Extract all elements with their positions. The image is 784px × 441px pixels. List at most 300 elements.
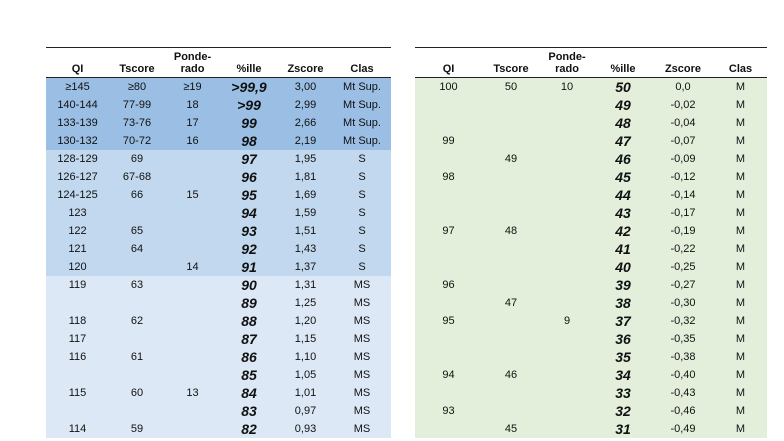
tscore-cell: 60 [109, 384, 165, 402]
qi-cell [415, 258, 482, 276]
table-row [46, 294, 391, 312]
percentile-cell: 50 [594, 78, 652, 97]
clas-cell: MS [333, 420, 391, 438]
clas-cell: MS [333, 366, 391, 384]
qi-cell: 98 [415, 168, 482, 186]
zscore-cell: -0,25 [652, 258, 714, 276]
tscore-cell [482, 168, 540, 186]
tscore-cell: 47 [482, 294, 540, 312]
tscore-cell [482, 186, 540, 204]
percentile-cell: 86 [220, 348, 278, 366]
table-row [415, 96, 767, 114]
percentile-cell: 33 [594, 384, 652, 402]
qi-cell: 99 [415, 132, 482, 150]
zscore-cell: 1,15 [278, 330, 333, 348]
header-zscore: Zscore [278, 63, 333, 78]
qi-cell: 130-132 [46, 132, 109, 150]
clas-cell: M [714, 222, 767, 240]
ponderado-cell [165, 150, 220, 168]
qi-cell: 128-129 [46, 150, 109, 168]
table-row [46, 186, 391, 204]
qi-cell: 96 [415, 276, 482, 294]
clas-cell: M [714, 204, 767, 222]
percentile-cell: 47 [594, 132, 652, 150]
zscore-cell: 1,59 [278, 204, 333, 222]
zscore-cell: 1,10 [278, 348, 333, 366]
header-qi: QI [46, 63, 109, 78]
table-body [415, 78, 767, 439]
zscore-cell: -0,30 [652, 294, 714, 312]
percentile-cell: 31 [594, 420, 652, 438]
table-row [415, 114, 767, 132]
clas-cell: S [333, 240, 391, 258]
qi-cell: 97 [415, 222, 482, 240]
ponderado-cell [165, 276, 220, 294]
percentile-cell: 97 [220, 150, 278, 168]
zscore-cell: 1,51 [278, 222, 333, 240]
ponderado-cell [540, 348, 594, 366]
percentile-cell: 37 [594, 312, 652, 330]
table-body [46, 78, 391, 439]
zscore-cell: 1,20 [278, 312, 333, 330]
ponderado-cell [540, 330, 594, 348]
tscore-cell: 61 [109, 348, 165, 366]
table-row [415, 312, 767, 330]
zscore-cell: -0,09 [652, 150, 714, 168]
tscore-cell: 77-99 [109, 96, 165, 114]
qi-cell: 117 [46, 330, 109, 348]
zscore-cell: -0,43 [652, 384, 714, 402]
qi-cell: 121 [46, 240, 109, 258]
zscore-cell: -0,35 [652, 330, 714, 348]
qi-cell [46, 402, 109, 420]
percentile-cell: 44 [594, 186, 652, 204]
table-row [415, 294, 767, 312]
qi-cell [415, 294, 482, 312]
header-top-cell [415, 48, 482, 64]
tscore-cell [482, 114, 540, 132]
percentile-cell: 92 [220, 240, 278, 258]
qi-cell: 93 [415, 402, 482, 420]
clas-cell: M [714, 150, 767, 168]
tscore-cell [482, 348, 540, 366]
header-top-cell [714, 48, 767, 64]
percentile-cell: >99,9 [220, 78, 278, 97]
tscore-cell: 66 [109, 186, 165, 204]
clas-cell: M [714, 186, 767, 204]
zscore-cell: -0,12 [652, 168, 714, 186]
tscore-cell: 59 [109, 420, 165, 438]
tscore-cell [109, 204, 165, 222]
table-row [46, 366, 391, 384]
qi-cell: 94 [415, 366, 482, 384]
clas-cell: S [333, 186, 391, 204]
qi-cell: 118 [46, 312, 109, 330]
zscore-cell: 1,05 [278, 366, 333, 384]
table-row [46, 420, 391, 438]
clas-cell: S [333, 258, 391, 276]
qi-cell: 100 [415, 78, 482, 97]
tscore-cell: 49 [482, 150, 540, 168]
header-top-cell [652, 48, 714, 64]
qi-cell: 122 [46, 222, 109, 240]
ponderado-cell [540, 294, 594, 312]
tscore-cell [482, 204, 540, 222]
ponderado-cell [540, 366, 594, 384]
qi-cell: 123 [46, 204, 109, 222]
ponderado-cell [540, 258, 594, 276]
ponderado-cell [540, 402, 594, 420]
ponderado-cell [540, 276, 594, 294]
header-top-cell [109, 48, 165, 64]
table-header [415, 48, 767, 78]
percentile-cell: 43 [594, 204, 652, 222]
tscore-cell [482, 330, 540, 348]
qi-cell: 114 [46, 420, 109, 438]
tscore-cell: 63 [109, 276, 165, 294]
clas-cell: S [333, 222, 391, 240]
table-row [415, 240, 767, 258]
header-clas: Clas [333, 63, 391, 78]
tscore-cell [482, 258, 540, 276]
clas-cell: M [714, 78, 767, 97]
header-top-cell [333, 48, 391, 64]
zscore-cell: 1,95 [278, 150, 333, 168]
table-row [415, 186, 767, 204]
clas-cell: M [714, 366, 767, 384]
zscore-cell: 1,37 [278, 258, 333, 276]
ponderado-cell: 18 [165, 96, 220, 114]
clas-cell: M [714, 276, 767, 294]
ponderado-cell [540, 204, 594, 222]
clas-cell: MS [333, 312, 391, 330]
header-ponderado: rado [540, 63, 594, 78]
tscore-cell [109, 258, 165, 276]
table-row [415, 150, 767, 168]
zscore-cell: -0,27 [652, 276, 714, 294]
tscore-cell: 50 [482, 78, 540, 97]
clas-cell: M [714, 132, 767, 150]
clas-cell: M [714, 258, 767, 276]
header-tscore: Tscore [482, 63, 540, 78]
ponderado-cell [540, 150, 594, 168]
table-row [46, 132, 391, 150]
table-row [46, 348, 391, 366]
zscore-cell: 2,19 [278, 132, 333, 150]
percentile-cell: 36 [594, 330, 652, 348]
table-row [415, 330, 767, 348]
zscore-cell: 1,81 [278, 168, 333, 186]
ponderado-cell [540, 114, 594, 132]
zscore-cell: 3,00 [278, 78, 333, 97]
tscore-cell [109, 366, 165, 384]
clas-cell: M [714, 294, 767, 312]
qi-cell: 133-139 [46, 114, 109, 132]
header-tscore: Tscore [109, 63, 165, 78]
percentile-cell: 93 [220, 222, 278, 240]
qi-cell [415, 114, 482, 132]
header-top-cell [594, 48, 652, 64]
zscore-cell: -0,32 [652, 312, 714, 330]
ponderado-cell [540, 384, 594, 402]
table-row [415, 132, 767, 150]
header-top-cell [220, 48, 278, 64]
ponderado-cell [540, 132, 594, 150]
percentile-cell: 42 [594, 222, 652, 240]
header-top-cell: Ponde- [540, 48, 594, 64]
percentile-cell: 49 [594, 96, 652, 114]
ponderado-cell [540, 168, 594, 186]
table-row [46, 96, 391, 114]
ponderado-cell [165, 204, 220, 222]
percentile-cell: 99 [220, 114, 278, 132]
table-row [415, 366, 767, 384]
ponderado-cell [165, 240, 220, 258]
qi-cell: 95 [415, 312, 482, 330]
percentile-cell: 94 [220, 204, 278, 222]
zscore-cell: 1,31 [278, 276, 333, 294]
header-percentile: %ille [220, 63, 278, 78]
percentile-cell: 46 [594, 150, 652, 168]
qi-cell [415, 240, 482, 258]
zscore-cell: -0,07 [652, 132, 714, 150]
tscore-cell [109, 294, 165, 312]
tscore-cell: 46 [482, 366, 540, 384]
clas-cell: M [714, 114, 767, 132]
clas-cell: M [714, 420, 767, 438]
ponderado-cell: 14 [165, 258, 220, 276]
ponderado-cell [540, 186, 594, 204]
tscore-cell: 48 [482, 222, 540, 240]
qi-cell [415, 420, 482, 438]
percentile-cell: 91 [220, 258, 278, 276]
qi-cell: 120 [46, 258, 109, 276]
table-row [415, 258, 767, 276]
tscore-cell [482, 384, 540, 402]
tscore-cell [482, 312, 540, 330]
header-clas: Clas [714, 63, 767, 78]
tscore-cell: 67-68 [109, 168, 165, 186]
tscore-cell [109, 402, 165, 420]
zscore-cell: -0,38 [652, 348, 714, 366]
qi-cell: 140-144 [46, 96, 109, 114]
percentile-cell: >99 [220, 96, 278, 114]
table-row [46, 168, 391, 186]
ponderado-cell [540, 222, 594, 240]
table-row [46, 312, 391, 330]
table-row [46, 240, 391, 258]
header-top-cell [278, 48, 333, 64]
ponderado-cell: 17 [165, 114, 220, 132]
table-row [46, 384, 391, 402]
table-row [415, 276, 767, 294]
clas-cell: S [333, 204, 391, 222]
table-row [46, 222, 391, 240]
header-qi: QI [415, 63, 482, 78]
tscore-cell [482, 132, 540, 150]
header-row-top [46, 48, 391, 64]
table-row [46, 78, 391, 97]
zscore-cell: -0,19 [652, 222, 714, 240]
clas-cell: S [333, 150, 391, 168]
percentile-cell: 38 [594, 294, 652, 312]
percentile-cell: 88 [220, 312, 278, 330]
clas-cell: Mt Sup. [333, 78, 391, 97]
zscore-cell: 0,0 [652, 78, 714, 97]
tscore-cell [482, 240, 540, 258]
qi-cell [415, 150, 482, 168]
percentile-cell: 48 [594, 114, 652, 132]
ponderado-cell [165, 330, 220, 348]
percentile-cell: 89 [220, 294, 278, 312]
zscore-cell: -0,02 [652, 96, 714, 114]
qi-cell: 126-127 [46, 168, 109, 186]
clas-cell: M [714, 402, 767, 420]
ponderado-cell [540, 240, 594, 258]
clas-cell: M [714, 348, 767, 366]
tscore-cell: ≥80 [109, 78, 165, 97]
percentile-cell: 45 [594, 168, 652, 186]
percentile-cell: 41 [594, 240, 652, 258]
ponderado-cell [540, 96, 594, 114]
percentile-cell: 35 [594, 348, 652, 366]
zscore-cell: 1,25 [278, 294, 333, 312]
clas-cell: MS [333, 348, 391, 366]
clas-cell: MS [333, 294, 391, 312]
percentile-cell: 87 [220, 330, 278, 348]
zscore-cell: 1,69 [278, 186, 333, 204]
tscore-cell: 62 [109, 312, 165, 330]
table-header [46, 48, 391, 78]
table-row [415, 222, 767, 240]
header-top-cell [46, 48, 109, 64]
clas-cell: M [714, 240, 767, 258]
score-table-right [415, 47, 767, 438]
clas-cell: M [714, 384, 767, 402]
ponderado-cell: 10 [540, 78, 594, 97]
header-top-cell: Ponde- [165, 48, 220, 64]
clas-cell: M [714, 330, 767, 348]
percentile-cell: 85 [220, 366, 278, 384]
percentile-cell: 95 [220, 186, 278, 204]
table-row [46, 330, 391, 348]
ponderado-cell: 13 [165, 384, 220, 402]
clas-cell: MS [333, 276, 391, 294]
table-row [46, 114, 391, 132]
qi-cell [415, 96, 482, 114]
zscore-cell: 0,93 [278, 420, 333, 438]
ponderado-cell: 15 [165, 186, 220, 204]
percentile-cell: 98 [220, 132, 278, 150]
qi-cell [415, 186, 482, 204]
tscore-cell: 64 [109, 240, 165, 258]
zscore-cell: 1,43 [278, 240, 333, 258]
zscore-cell: -0,14 [652, 186, 714, 204]
ponderado-cell [165, 168, 220, 186]
clas-cell: M [714, 168, 767, 186]
table-row [415, 384, 767, 402]
percentile-cell: 96 [220, 168, 278, 186]
tscore-cell [482, 96, 540, 114]
qi-cell: 119 [46, 276, 109, 294]
zscore-cell: -0,40 [652, 366, 714, 384]
table-row [46, 204, 391, 222]
percentile-cell: 34 [594, 366, 652, 384]
percentile-cell: 32 [594, 402, 652, 420]
header-percentile: %ille [594, 63, 652, 78]
ponderado-cell [165, 294, 220, 312]
percentile-cell: 39 [594, 276, 652, 294]
zscore-cell: -0,22 [652, 240, 714, 258]
zscore-cell: -0,04 [652, 114, 714, 132]
table-row [415, 78, 767, 97]
qi-cell: 124-125 [46, 186, 109, 204]
ponderado-cell [165, 366, 220, 384]
clas-cell: Mt Sup. [333, 96, 391, 114]
table-row [46, 258, 391, 276]
clas-cell: MS [333, 402, 391, 420]
clas-cell: MS [333, 384, 391, 402]
percentile-cell: 82 [220, 420, 278, 438]
qi-cell: 115 [46, 384, 109, 402]
ponderado-cell [165, 312, 220, 330]
qi-cell [46, 366, 109, 384]
zscore-cell: 2,99 [278, 96, 333, 114]
percentile-cell: 84 [220, 384, 278, 402]
tscore-cell [482, 402, 540, 420]
zscore-cell: 2,66 [278, 114, 333, 132]
qi-cell [46, 294, 109, 312]
tscore-cell: 70-72 [109, 132, 165, 150]
clas-cell: M [714, 312, 767, 330]
zscore-cell: -0,17 [652, 204, 714, 222]
tscore-cell [109, 330, 165, 348]
zscore-cell: 0,97 [278, 402, 333, 420]
clas-cell: MS [333, 330, 391, 348]
tscore-cell: 65 [109, 222, 165, 240]
clas-cell: Mt Sup. [333, 114, 391, 132]
table-row [46, 402, 391, 420]
header-zscore: Zscore [652, 63, 714, 78]
ponderado-cell [540, 420, 594, 438]
ponderado-cell [165, 402, 220, 420]
percentile-cell: 83 [220, 402, 278, 420]
zscore-cell: -0,49 [652, 420, 714, 438]
zscore-cell: -0,46 [652, 402, 714, 420]
score-table-left [46, 47, 391, 438]
qi-cell: 116 [46, 348, 109, 366]
qi-cell [415, 330, 482, 348]
table-row [415, 204, 767, 222]
ponderado-cell [165, 348, 220, 366]
table-row [415, 348, 767, 366]
table-row [415, 420, 767, 438]
header-ponderado: rado [165, 63, 220, 78]
ponderado-cell: 9 [540, 312, 594, 330]
qi-cell [415, 204, 482, 222]
header-row-top [415, 48, 767, 64]
clas-cell: M [714, 96, 767, 114]
header-top-cell [482, 48, 540, 64]
ponderado-cell: ≥19 [165, 78, 220, 97]
percentile-cell: 40 [594, 258, 652, 276]
qi-cell: ≥145 [46, 78, 109, 97]
table-row [46, 276, 391, 294]
header-row [46, 63, 391, 78]
tscore-cell: 69 [109, 150, 165, 168]
clas-cell: S [333, 168, 391, 186]
table-row [415, 168, 767, 186]
